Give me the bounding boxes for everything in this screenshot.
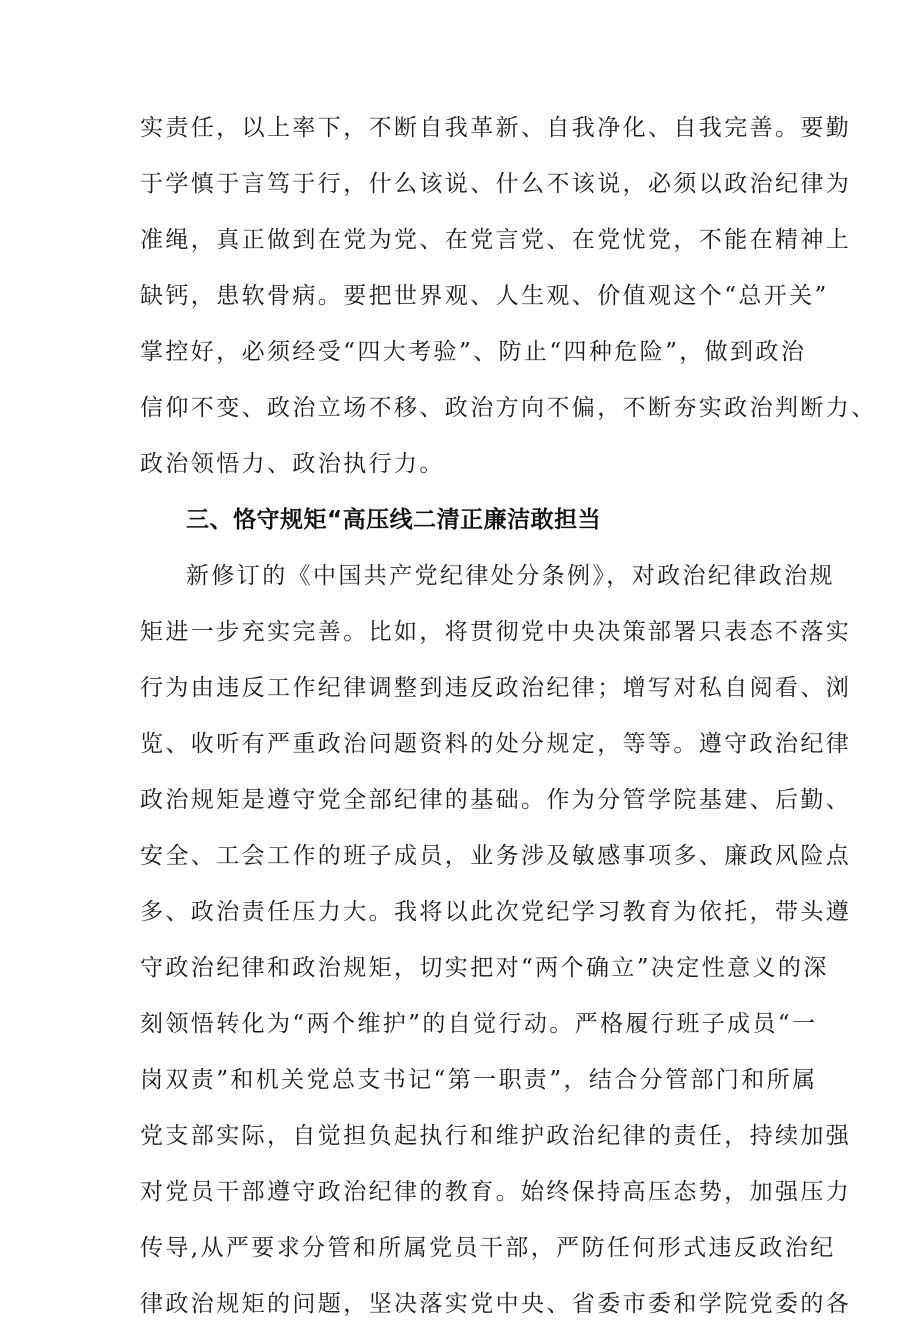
section-heading: 三、恪守规矩“高压线二清正廉洁敢担当 xyxy=(186,507,602,533)
paragraph-1-line-6: 信仰不变、政治立场不移、政治方向不偏，不断夯实政治判断力、 xyxy=(140,395,877,421)
paragraph-1-line-7: 政治领悟力、政治执行力。 xyxy=(140,451,445,477)
paragraph-2-line-1: 新修订的《中国共产党纪律处分条例》，对政治纪律政治规 xyxy=(186,563,835,589)
paragraph-2-line-5: 政治规矩是遵守党全部纪律的基础。作为分管学院基建、后勤、 xyxy=(140,787,852,813)
paragraph-2-line-3: 行为由违反工作纪律调整到违反政治纪律；增写对私自阅看、浏 xyxy=(140,675,852,701)
paragraph-1-line-4: 缺钙，患软骨病。要把世界观、人生观、价值观这个“总开关” xyxy=(140,283,829,309)
paragraph-2-line-10: 岗双责”和机关党总支书记“第一职责”，结合分管部门和所属 xyxy=(140,1067,818,1093)
paragraph-2-line-12: 对党员干部遵守政治纪律的教育。始终保持高压态势，加强压力 xyxy=(140,1179,852,1205)
paragraph-2-line-7: 多、政治责任压力大。我将以此次党纪学习教育为依托，带头遵 xyxy=(140,899,852,925)
paragraph-1-line-5: 掌控好，必须经受“四大考验”、防止“四种危险”，做到政治 xyxy=(140,339,807,365)
paragraph-1-line-2: 于学慎于言笃于行，什么该说、什么不该说，必须以政治纪律为 xyxy=(140,171,852,197)
paragraph-1-line-3: 准绳，真正做到在党为党、在党言党、在党忧党，不能在精神上 xyxy=(140,227,852,253)
paragraph-2-line-4: 览、收听有严重政治问题资料的处分规定，等等。遵守政治纪律 xyxy=(140,731,852,757)
paragraph-2-line-8: 守政治纪律和政治规矩，切实把对“两个确立”决定性意义的深 xyxy=(140,955,829,981)
paragraph-2-line-13: 传导,从严要求分管和所属党员干部，严防任何形式违反政治纪 xyxy=(140,1235,836,1261)
paragraph-2-line-9: 刻领悟转化为“两个维护”的自觉行动。严格履行班子成员“一 xyxy=(140,1011,818,1037)
paragraph-2-line-11: 党支部实际，自觉担负起执行和维护政治纪律的责任，持续加强 xyxy=(140,1123,852,1149)
paragraph-2-line-6: 安全、工会工作的班子成员，业务涉及敏感事项多、廉政风险点 xyxy=(140,843,852,869)
paragraph-2-line-2: 矩进一步充实完善。比如，将贯彻党中央决策部署只表态不落实 xyxy=(140,619,852,645)
paragraph-2-line-14: 律政治规矩的问题，坚决落实党中央、省委市委和学院党委的各 xyxy=(140,1291,852,1317)
paragraph-1-line-1: 实责任，以上率下，不断自我革新、自我净化、自我完善。要勤 xyxy=(140,115,852,141)
